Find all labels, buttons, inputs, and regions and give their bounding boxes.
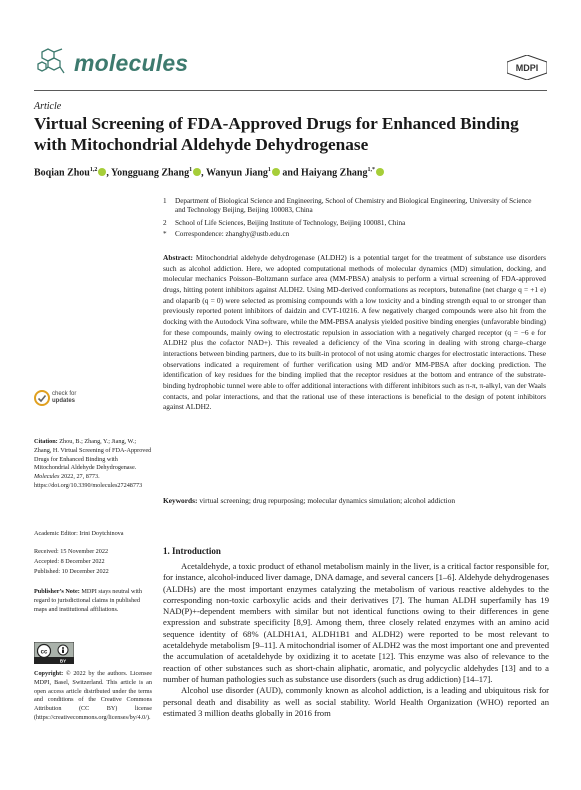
copyright-block	[34, 670, 152, 723]
academic-editor	[34, 530, 152, 539]
keywords-text: virtual screening; drug repurposing; molecular dynamics simulation; alcohol addiction	[199, 496, 456, 505]
author-name: Boqian Zhou	[34, 167, 90, 179]
author-name: Yongguang Zhang	[111, 167, 190, 179]
article-type: Article	[34, 101, 62, 112]
abstract-label: Abstract:	[163, 253, 193, 262]
orcid-icon[interactable]	[376, 168, 384, 176]
mdpi-logo-icon	[507, 55, 547, 80]
publisher-note	[34, 588, 152, 614]
orcid-icon[interactable]	[98, 168, 106, 176]
keywords-label: Keywords:	[163, 496, 198, 505]
copyright-label: Copyright:	[34, 670, 64, 677]
citation-doi[interactable]: 2022, 27, 8773. https://doi.org/10.3390/molecules27248773	[34, 473, 143, 489]
affiliation-text: School of Life Sciences, Beijing Institute of Technology, Beijing 100081, China	[175, 219, 406, 227]
affiliation-1	[163, 197, 543, 216]
section-heading: 1. Introduction	[163, 546, 221, 556]
author-list: Boqian Zhou$^{1,2}$ , Yongguang Zhang$^1$ , Wanyun Jiang$^1$ and Haiyang Zhang$^{1,*}$	[34, 163, 544, 180]
citation-label: Citation:	[34, 438, 58, 445]
affiliation-mark: 2	[163, 219, 167, 227]
svg-text:cc: cc	[40, 649, 48, 656]
affiliation-text: Department of Biological Science and Engineering, School of Chemistry and Biological Engineering, University of Science and Technology Beijing, Beijing 100083, China	[175, 197, 532, 215]
keywords	[163, 496, 546, 506]
copyright-text: © 2022 by the authors. Licensee MDPI, Basel, Switzerland. This article is an open access article distributed under the terms and conditions of the Creative Commons Attribution (CC BY) license (https://creativecommons.org/licenses/by/4.0/).	[34, 670, 152, 721]
abstract	[163, 253, 546, 413]
check-line-1: check for	[52, 391, 77, 397]
correspondence-text[interactable]: Correspondence: zhanghy@ustb.edu.cn	[175, 230, 290, 238]
citation-journal: Molecules	[34, 473, 60, 481]
journal-name: molecules	[74, 50, 189, 76]
check-for-updates-icon[interactable]	[34, 390, 50, 406]
header-divider	[34, 90, 547, 91]
cc-by-license-icon[interactable]	[34, 642, 74, 664]
date-accepted: Accepted: 8 December 2022	[34, 558, 105, 565]
check-line-2: updates	[52, 398, 76, 404]
author-affiliation-mark: 1,2	[89, 167, 98, 173]
abstract-text: Mitochondrial aldehyde dehydrogenase (ALDH2) is a potential target for the treatment of substance use disorders such as alcohol addiction. Here, we adopted computational methods of molecular dynamics (MD) simulation, docking, and molecular mechanics Poisson–Boltzmann surface area (MM-PBSA) analysis to perform a virtual screening of FDA-approved drugs, hitting potent inhibitors against ALDH2. Using MD-derived conformations as receptors, butenafine (net charge q = +1 e) and olaparib (q = 0) were selected as promising compounds with a low toxicity and a binding strength equal to or stronger than previously reported potent inhibitors of daidzin and CVT-10216. A few negatively charged compounds were also hit from the docking with the Autodock Vina software, while the MM-PBSA analysis yielded positive binding energies (unfavorable binding) for these compounds, mainly owing to electrostatic repulsion in association with a negatively charged receptor (q = −6 e for ALDH2 plus the cofactor NAD+). This revealed a deficiency of the Vina scoring in dealing with strong charge–charge interactions between binding partners, due to its built-in protocol of not using atomic charges for electrostatic interactions. These observations indicated a requirement of further verification using MD and/or MM-PBSA after docking prediction. The identification of key residues for the binding implied that the receptor residues at the bottom and entrance of the substrate-binding hydrophobic tunnel were able to offer additional interactions with different inhibitors such as π-π, π-alkyl, van der Waals contacts, and polar interactions, and that the rational use of these interactions is beneficial to the design of potent inhibitors against ALDH2.	[163, 253, 546, 412]
author-name: Haiyang Zhang	[301, 167, 368, 179]
affiliation-mark: *	[163, 230, 167, 238]
check-for-updates[interactable]	[52, 391, 76, 405]
affiliation-mark: 1	[163, 197, 167, 205]
date-received: Received: 15 November 2022	[34, 548, 109, 555]
publisher-note-text: MDPI stays neutral with regard to jurisdictional claims in published maps and institutional affiliations.	[34, 588, 142, 613]
article-title: Virtual Screening of FDA-Approved Drugs for Enhanced Binding with Mitochondrial Aldehyde Dehydrogenase	[34, 114, 519, 154]
svg-text:BY: BY	[59, 658, 67, 664]
author-affiliation-mark: 1	[267, 167, 271, 173]
molecules-logo-icon	[34, 44, 68, 78]
citation-block	[34, 438, 152, 491]
publisher-note-label: Publisher’s Note:	[34, 588, 80, 595]
editor-name: Irini Doytchinova	[79, 530, 124, 537]
author-name: Wanyun Jiang	[205, 167, 268, 179]
introduction-body	[163, 561, 549, 719]
mdpi-logo-text: MDPI	[515, 63, 539, 73]
author-affiliation-mark: 1,*	[367, 167, 375, 173]
editor-label: Academic Editor:	[34, 530, 78, 537]
date-published: Published: 10 December 2022	[34, 568, 109, 575]
orcid-icon[interactable]	[193, 168, 201, 176]
paragraph: Alcohol use disorder (AUD), commonly known as alcohol addiction, is a leading and ubiquitous risk for personal death and disability as well as social stability. World Health Organization (WHO) reported an estimated 3 million deaths globally in 2016 from	[163, 685, 549, 718]
author-affiliation-mark: 1	[189, 167, 193, 173]
affiliation-2	[163, 219, 543, 228]
paragraph: Acetaldehyde, a toxic product of ethanol metabolism mainly in the liver, is a critical factor responsible for, for instance, alcohol-induced liver damage, DNA damage, and several cancers [1–6]. Aldehyde dehydrogenases (ALDHs) are the most important enzymes catalyzing the metabolism of various reactive aldehydes to the corresponding non-toxic carboxylic acids and their derivatives [7]. The human ALDH superfamily has 19 NAD(P)+-dependent members with similar but not identical functions owing to their differences in gene expression and substrate specificity [8,9]. Among them, three closely related enzymes with an amino acid sequence identity of 68% (ALDH1A1, ALDH1B1 and ALDH2) were reported to be most relevant to acetaldehyde metabolism [9–11]. A mitochondrial isomer of ALDH2 was the most important one and prevented the accumulation of acetaldehyde by oxidizing it to acetate [12]. This enzyme was also of relevance to the reaction of other substances such as short-chain aliphatic, aromatic, and polycyclic aldehydes [13] and to a number of human pathologies such as substance use disorders (such as drug addiction) [14–17].	[163, 561, 549, 684]
orcid-icon[interactable]	[272, 168, 280, 176]
citation-text: Zhou, B.; Zhang, Y.; Jiang, W.; Zhang, H. Virtual Screening of FDA-Approved Drugs for Enhanced Binding with Mitochondrial Aldehyde Dehydrogenase.	[34, 438, 152, 472]
correspondence	[163, 230, 543, 239]
